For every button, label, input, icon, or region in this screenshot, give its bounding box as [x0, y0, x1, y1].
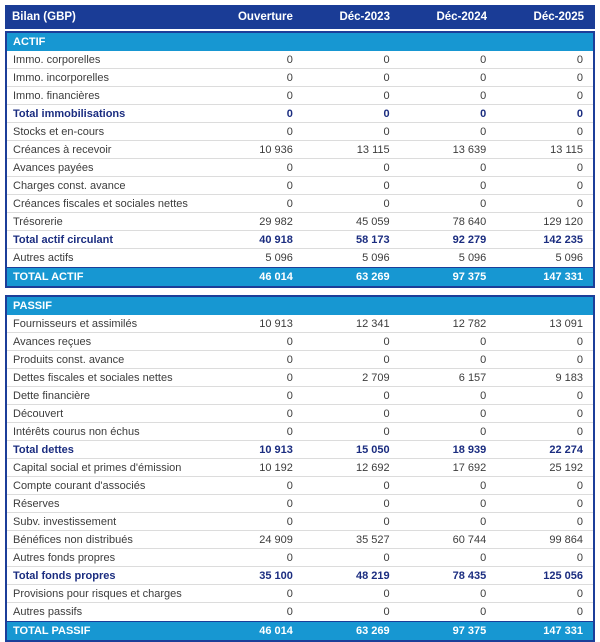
row-label: Avances payées	[13, 161, 94, 174]
table-row	[7, 333, 593, 351]
row-value: 0	[480, 515, 487, 528]
row-value: 60 744	[452, 533, 487, 546]
row-label: Trésorerie	[13, 215, 63, 228]
row-value: 0	[286, 389, 293, 402]
row-value: 78 435	[452, 569, 487, 582]
section-actif	[5, 31, 595, 288]
row-label: Capital social et primes d'émission	[13, 461, 182, 474]
row-label: Découvert	[13, 407, 64, 420]
row-value: 0	[383, 479, 390, 492]
row-value: 13 115	[550, 143, 583, 156]
total-passif-dec-2023: 63 269	[355, 625, 390, 637]
row-value: 0	[383, 89, 390, 102]
subtotal-row	[7, 231, 593, 249]
column-header-ouverture: Ouverture	[237, 11, 293, 23]
total-passif-row	[7, 621, 593, 640]
row-value: 0	[383, 107, 390, 120]
total-actif-row	[7, 267, 593, 286]
total-passif-dec-2024: 97 375	[452, 625, 487, 637]
row-value: 0	[286, 551, 293, 564]
section-passif-rows	[7, 315, 593, 621]
total-actif-dec-2025: 147 331	[543, 271, 583, 283]
total-passif-label: TOTAL PASSIF	[13, 625, 91, 637]
row-label: Immo. corporelles	[13, 53, 101, 66]
row-value: 0	[286, 197, 293, 210]
row-value: 0	[286, 179, 293, 192]
row-label: Avances reçues	[13, 335, 92, 348]
row-value: 0	[286, 71, 293, 84]
row-value: 0	[480, 161, 487, 174]
row-value: 5 096	[555, 252, 583, 264]
row-value: 35 100	[259, 569, 293, 582]
row-value: 5 096	[265, 252, 293, 264]
row-value: 0	[576, 197, 583, 210]
table-row	[7, 513, 593, 531]
table-row	[7, 213, 593, 231]
total-actif-ouverture: 46 014	[259, 271, 293, 283]
row-label: Autres fonds propres	[13, 551, 116, 564]
table-row	[7, 459, 593, 477]
row-value: 10 913	[259, 317, 293, 330]
total-actif-dec-2024: 97 375	[452, 271, 487, 283]
row-value: 29 982	[259, 215, 293, 228]
row-value: 5 096	[458, 252, 487, 264]
row-value: 142 235	[543, 233, 583, 246]
row-label: Total actif circulant	[13, 233, 114, 246]
total-actif-label: TOTAL ACTIF	[13, 271, 84, 283]
row-value: 0	[286, 515, 293, 528]
row-value: 0	[480, 606, 487, 618]
row-value: 0	[576, 606, 583, 618]
column-header-dec-2025: Déc-2025	[533, 11, 585, 23]
table-row	[7, 549, 593, 567]
table-row	[7, 51, 593, 69]
row-value: 92 279	[452, 233, 487, 246]
subtotal-row	[7, 441, 593, 459]
table-row	[7, 423, 593, 441]
row-label: Créances à recevoir	[13, 143, 112, 156]
row-value: 0	[383, 407, 390, 420]
table-row	[7, 87, 593, 105]
row-value: 13 091	[549, 317, 583, 330]
row-value: 58 173	[355, 233, 390, 246]
row-value: 0	[286, 353, 293, 366]
row-value: 0	[383, 353, 390, 366]
row-value: 0	[383, 389, 390, 402]
row-value: 0	[576, 89, 583, 102]
table-row	[7, 585, 593, 603]
row-label: Intérêts courus non échus	[13, 425, 140, 438]
row-value: 0	[480, 53, 487, 66]
section-header-passif: PASSIF	[7, 297, 593, 315]
total-passif-ouverture: 46 014	[259, 625, 293, 637]
row-value: 48 219	[355, 569, 390, 582]
row-label: Charges const. avance	[13, 179, 126, 192]
row-value: 0	[576, 353, 583, 366]
table-row	[7, 249, 593, 267]
row-value: 0	[383, 197, 390, 210]
row-value: 0	[576, 389, 583, 402]
section-passif	[5, 295, 595, 642]
row-value: 0	[286, 606, 293, 618]
table-row	[7, 177, 593, 195]
row-value: 0	[383, 179, 390, 192]
row-value: 22 274	[549, 443, 583, 456]
row-value: 15 050	[355, 443, 390, 456]
table-row	[7, 603, 593, 621]
row-value: 5 096	[362, 252, 390, 264]
row-value: 0	[576, 407, 583, 420]
row-value: 0	[576, 161, 583, 174]
row-value: 0	[286, 587, 293, 600]
row-value: 0	[383, 497, 390, 510]
row-label: Produits const. avance	[13, 353, 125, 366]
column-header-dec-2024: Déc-2024	[436, 11, 487, 23]
row-value: 35 527	[355, 533, 390, 546]
row-value: 0	[286, 125, 293, 138]
row-label: Immo. incorporelles	[13, 71, 109, 84]
row-value: 0	[480, 353, 487, 366]
row-value: 0	[576, 179, 583, 192]
table-row	[7, 387, 593, 405]
row-label: Subv. investissement	[13, 515, 117, 528]
row-value: 0	[383, 335, 390, 348]
row-value: 0	[383, 425, 390, 438]
row-value: 0	[383, 587, 390, 600]
row-value: 0	[480, 89, 487, 102]
table-row	[7, 477, 593, 495]
row-label: Total fonds propres	[13, 569, 116, 582]
row-label: Fournisseurs et assimilés	[13, 317, 138, 330]
row-value: 0	[286, 107, 293, 120]
row-value: 125 056	[543, 569, 583, 582]
row-value: 17 692	[452, 461, 487, 474]
row-value: 0	[480, 197, 487, 210]
row-label: Compte courant d'associés	[13, 479, 146, 492]
table-row	[7, 351, 593, 369]
row-label: Réserves	[13, 497, 60, 510]
row-value: 0	[480, 407, 487, 420]
row-value: 6 157	[458, 371, 487, 384]
row-value: 0	[286, 335, 293, 348]
column-header-dec-2023: Déc-2023	[339, 11, 390, 23]
row-value: 40 918	[259, 233, 293, 246]
row-value: 129 120	[543, 215, 583, 228]
row-value: 0	[383, 53, 390, 66]
row-value: 0	[286, 425, 293, 438]
row-value: 0	[480, 125, 487, 138]
row-label: Total dettes	[13, 443, 74, 456]
row-value: 0	[383, 71, 390, 84]
row-label: Stocks et en-cours	[13, 125, 105, 138]
table-row	[7, 531, 593, 549]
row-value: 9 183	[555, 371, 583, 384]
row-value: 12 341	[355, 317, 390, 330]
row-label: Provisions pour risques et charges	[13, 587, 182, 600]
row-value: 0	[480, 179, 487, 192]
row-value: 0	[480, 389, 487, 402]
row-value: 18 939	[452, 443, 487, 456]
row-label: Total immobilisations	[13, 107, 126, 120]
table-title: Bilan (GBP)	[12, 11, 76, 23]
row-value: 78 640	[452, 215, 487, 228]
row-label: Dettes fiscales et sociales nettes	[13, 371, 173, 384]
row-value: 12 782	[452, 317, 487, 330]
row-value: 0	[480, 107, 487, 120]
row-label: Autres actifs	[13, 252, 74, 264]
total-actif-dec-2023: 63 269	[355, 271, 390, 283]
row-value: 0	[383, 515, 390, 528]
row-value: 0	[576, 53, 583, 66]
section-actif-rows	[7, 51, 593, 267]
row-value: 0	[286, 497, 293, 510]
row-value: 99 864	[549, 533, 583, 546]
subtotal-row	[7, 567, 593, 585]
row-value: 0	[480, 497, 487, 510]
row-value: 0	[576, 71, 583, 84]
table-row	[7, 141, 593, 159]
row-value: 0	[576, 497, 583, 510]
row-value: 0	[480, 551, 487, 564]
row-value: 0	[576, 125, 583, 138]
row-value: 0	[383, 161, 390, 174]
row-label: Autres passifs	[13, 606, 83, 618]
table-row	[7, 159, 593, 177]
table-row	[7, 195, 593, 213]
row-label: Bénéfices non distribués	[13, 533, 133, 546]
row-value: 0	[576, 425, 583, 438]
row-value: 0	[576, 587, 583, 600]
table-row	[7, 123, 593, 141]
row-value: 0	[576, 515, 583, 528]
row-label: Créances fiscales et sociales nettes	[13, 197, 188, 210]
row-value: 0	[480, 71, 487, 84]
row-value: 0	[480, 587, 487, 600]
section-header-actif: ACTIF	[7, 33, 593, 51]
row-value: 0	[576, 107, 583, 120]
row-value: 2 709	[362, 371, 390, 384]
row-value: 13 639	[452, 143, 487, 156]
table-row	[7, 69, 593, 87]
total-passif-dec-2025: 147 331	[543, 625, 583, 637]
row-label: Dette financière	[13, 389, 91, 402]
row-value: 10 936	[259, 143, 293, 156]
row-value: 0	[286, 53, 293, 66]
row-value: 0	[383, 606, 390, 618]
row-value: 24 909	[259, 533, 293, 546]
row-value: 13 115	[356, 143, 390, 156]
row-value: 0	[480, 479, 487, 492]
row-value: 0	[286, 89, 293, 102]
row-value: 0	[286, 407, 293, 420]
row-value: 0	[480, 335, 487, 348]
subtotal-row	[7, 105, 593, 123]
row-value: 0	[576, 479, 583, 492]
row-value: 0	[286, 161, 293, 174]
row-value: 10 192	[259, 461, 293, 474]
row-value: 0	[480, 425, 487, 438]
row-value: 0	[383, 125, 390, 138]
row-label: Immo. financières	[13, 89, 100, 102]
table-row	[7, 405, 593, 423]
row-value: 0	[286, 371, 293, 384]
row-value: 25 192	[549, 461, 583, 474]
table-row	[7, 369, 593, 387]
table-header-row	[5, 5, 595, 29]
row-value: 0	[383, 551, 390, 564]
row-value: 0	[286, 479, 293, 492]
row-value: 0	[576, 335, 583, 348]
row-value: 45 059	[355, 215, 390, 228]
row-value: 10 913	[259, 443, 293, 456]
table-row	[7, 315, 593, 333]
row-value: 0	[576, 551, 583, 564]
row-value: 12 692	[355, 461, 390, 474]
table-row	[7, 495, 593, 513]
